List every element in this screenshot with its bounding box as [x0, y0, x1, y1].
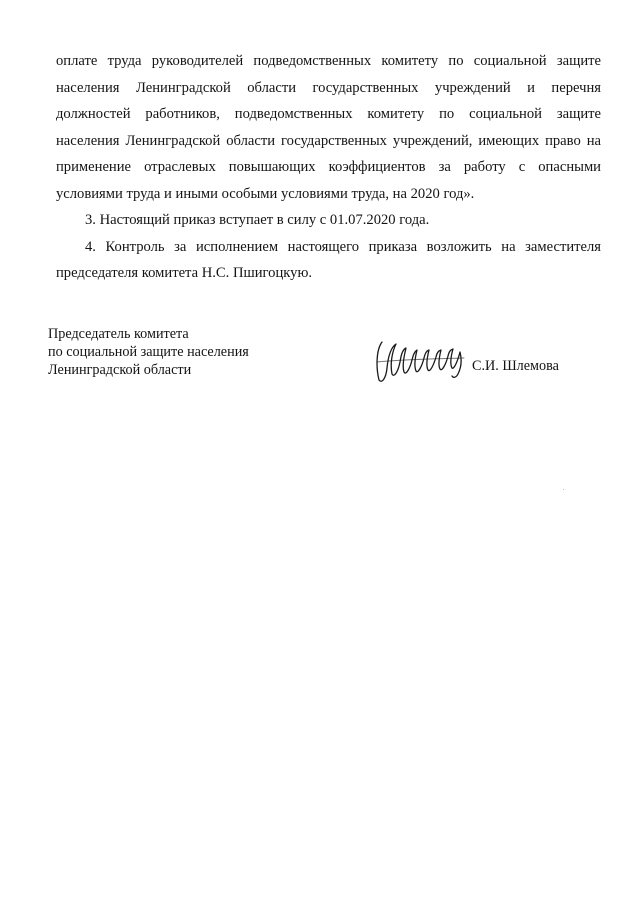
position-line: Ленинградской области — [48, 362, 192, 378]
paragraph-1-line: оплате труда руководителей подведомственных комитету по социальной защите — [56, 53, 601, 69]
paragraph-1-line: должностей работников, подведомственных комитету по социальной защите — [56, 106, 601, 122]
paragraph-1-line: применение отраслевых повышающих коэффициентов за работу с опасными — [56, 159, 601, 175]
paragraph-1-line: населения Ленинградской области государственных учреждений, имеющих право на — [56, 132, 601, 149]
handwritten-signature-icon — [374, 338, 470, 386]
paragraph-3: 3. Настоящий приказ вступает в силу с 01.07.2020 года. — [85, 212, 430, 228]
paragraph-1-line: населения Ленинградской области государственных учреждений и перечня — [56, 79, 601, 96]
scan-speck — [563, 489, 564, 490]
signatory-position — [48, 325, 249, 379]
position-line: Председатель комитета — [48, 326, 189, 342]
position-line: по социальной защите населения — [48, 344, 249, 360]
paragraph-4-line: 4. Контроль за исполнением настоящего приказа возложить на заместителя — [85, 238, 601, 255]
paragraph-1-line: условиями труда и иными особыми условиями труда, на 2020 год». — [56, 185, 475, 202]
paragraph-4-line: председателя комитета Н.С. Пшигоцкую. — [56, 265, 312, 281]
document-body — [56, 48, 601, 287]
signer-name: С.И. Шлемова — [472, 358, 559, 374]
